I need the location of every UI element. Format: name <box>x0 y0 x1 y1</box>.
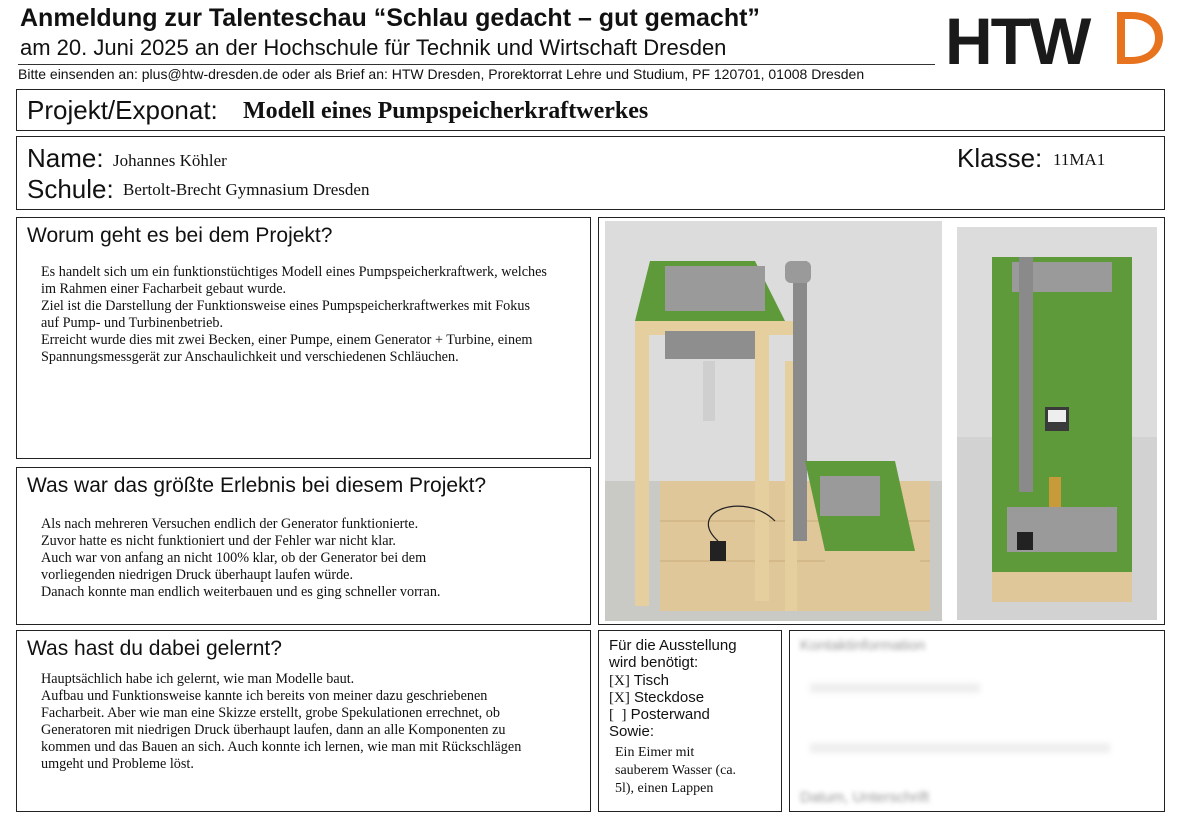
experience-box <box>16 467 591 625</box>
exhibition-item-label: Tisch <box>633 672 670 689</box>
photo-box <box>598 217 1165 625</box>
also-value: Ein Eimer mit sauberem Wasser (ca. 5l), einen Lappen <box>615 745 737 796</box>
htw-logo-icon <box>945 2 1170 72</box>
learned-title: Was hast du dabei gelernt? <box>27 637 282 660</box>
checkbox-steckdose[interactable]: [X] <box>609 690 630 706</box>
contact-title: Kontaktinformation <box>800 637 926 654</box>
project-about-title: Worum geht es bei dem Projekt? <box>27 224 333 247</box>
checkbox-posterwand[interactable]: [ ] <box>609 707 627 723</box>
exhibition-item-label: Steckdose <box>634 689 705 706</box>
student-box <box>16 136 1165 210</box>
model-photo-side <box>605 221 942 621</box>
project-box <box>16 89 1165 131</box>
contact-redacted-2 <box>810 743 1110 753</box>
learned-box <box>16 630 591 812</box>
model-photo-front <box>957 227 1157 620</box>
exhibition-item-tisch <box>609 672 669 690</box>
svg-text:HTW: HTW <box>945 4 1090 72</box>
name-label: Name: <box>27 143 104 173</box>
form-title: Anmeldung zur Talenteschau “Schlau gedacht – gut gemacht” <box>20 4 760 32</box>
project-about-text: Es handelt sich um ein funktionstüchtiges Modell eines Pumpspeicherkraftwerk, welches im Rahmen einer Facharbeit gebaut wurde. Ziel ist die Darstellung der Funktionsweise eines Pumpspeicherkraftwerkes mit Fokus auf Pump- und Turbinenbetrieb. Erreicht wurde dies mit zwei Becken, einer Pumpe, einem Generator + Turbine, einem Spannungsmessgerät zur Anschaulichkeit und verschiedenen Schläuchen. <box>41 264 547 365</box>
school-label: Schule: <box>27 174 114 204</box>
project-label: Projekt/Exponat: <box>27 95 218 125</box>
class-value: 11MA1 <box>1053 150 1106 169</box>
checkbox-tisch[interactable]: [X] <box>609 673 630 689</box>
experience-text: Als nach mehreren Versuchen endlich der Generator funktionierte. Zuvor hatte es nicht funktioniert und der Fehler war nicht klar. Auch war von anfang an nicht 100% klar, ob der Generator bei dem vorliegenden niedrigen Druck überhaupt laufen würde. Danach konnte man endlich weiterbauen und es ging schneller vorran. <box>41 516 441 600</box>
learned-text: Hauptsächlich habe ich gelernt, wie man Modelle baut. Aufbau und Funktionsweise kannte ich bereits von meiner dazu geschriebenen Facharbeit. Aber wie man eine Skizze erstellt, grobe Spekulationen errechnet, ob Generatoren mit niedrigen Druck überhaupt laufen, dann an alle Komponenten zu kommen und das Bauen an sich. Auch konnte ich lernen, wie man mit Rückschlägen umgeht und Probleme löst. <box>41 671 522 772</box>
contact-footer: Datum, Unterschrift <box>800 789 930 806</box>
experience-title: Was war das größte Erlebnis bei diesem Projekt? <box>27 474 487 497</box>
exhibition-heading: Für die Ausstellung wird benötigt: <box>609 637 737 671</box>
exhibition-box <box>598 630 782 812</box>
project-about-box <box>16 217 591 459</box>
exhibition-item-steckdose <box>609 689 704 707</box>
also-label: Sowie: <box>609 723 655 740</box>
send-instructions: Bitte einsenden an: plus@htw-dresden.de oder als Brief an: HTW Dresden, Prorektorrat Lehre und Studium, PF 120701, 01008 Dresden <box>18 66 865 82</box>
contact-redacted-1 <box>810 683 980 693</box>
exhibition-item-posterwand <box>609 706 710 724</box>
name-value: Johannes Köhler <box>113 151 227 170</box>
exhibition-item-label: Posterwand <box>630 706 710 723</box>
class-label: Klasse: <box>957 143 1043 173</box>
contact-box <box>789 630 1165 812</box>
form-subtitle: am 20. Juni 2025 an der Hochschule für Technik und Wirtschaft Dresden <box>20 35 727 60</box>
school-value: Bertolt-Brecht Gymnasium Dresden <box>123 180 370 199</box>
header-divider <box>18 64 935 65</box>
project-value: Modell eines Pumpspeicherkraftwerkes <box>243 98 649 124</box>
